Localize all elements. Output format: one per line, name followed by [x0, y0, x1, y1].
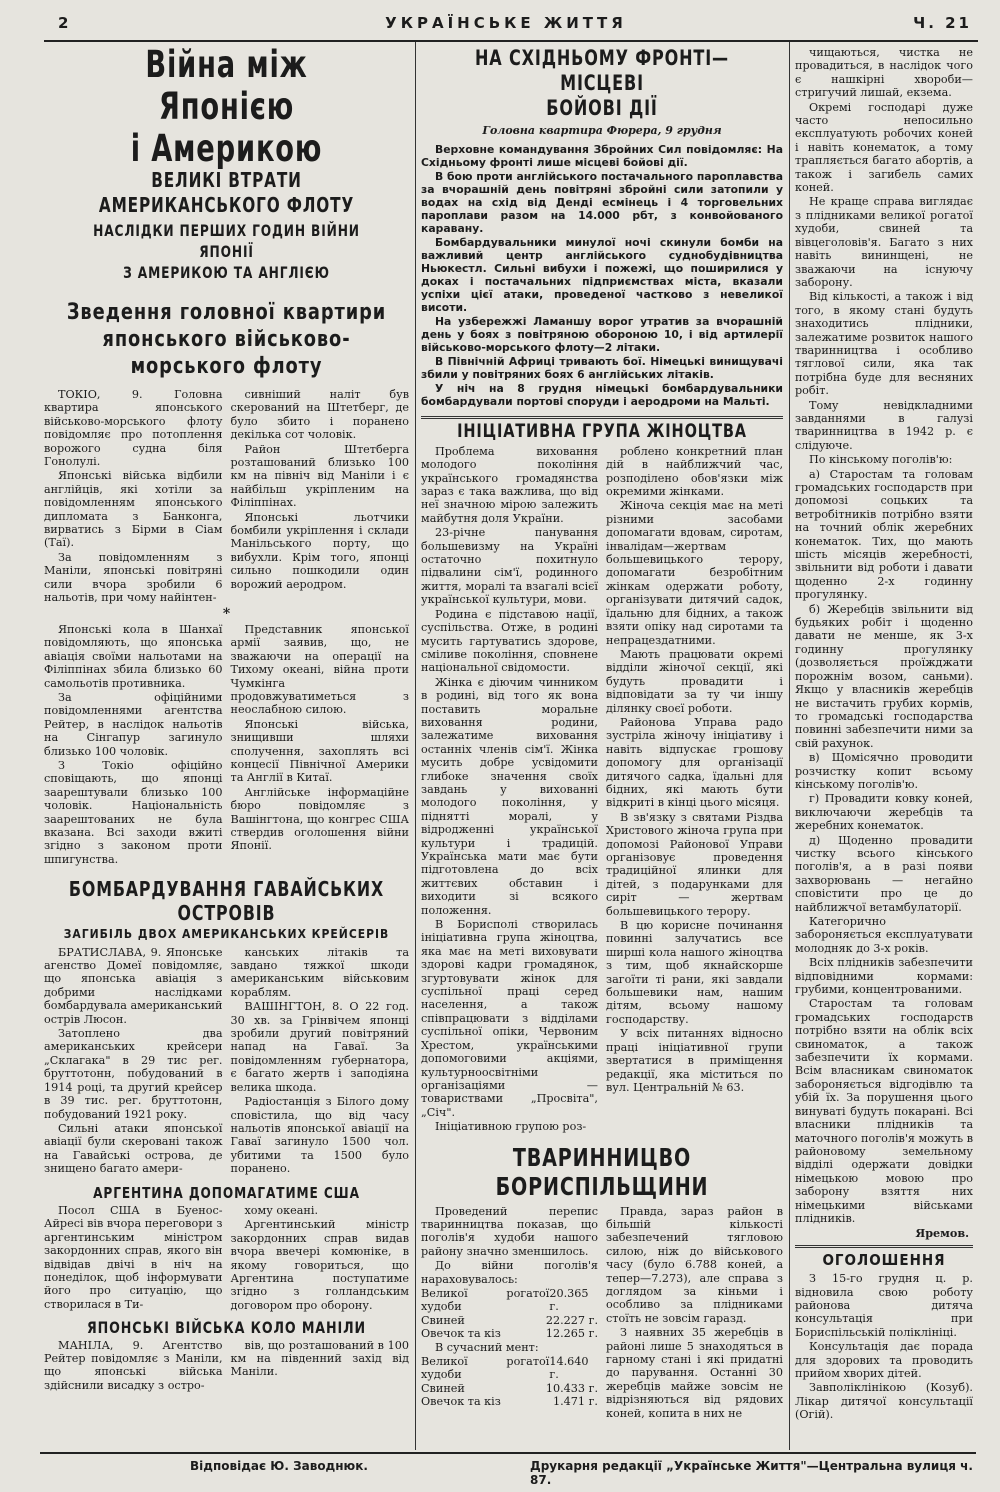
hawaii-title — [66, 877, 387, 925]
paragraph: Окремі господарі дуже часто непосильно експлуатують робочих коней і навіть конематок, а тому трапляється багато абортів, а також і загибель самих коней. — [795, 100, 973, 195]
row-label: Свиней — [421, 1313, 465, 1327]
issue-number: Ч. 21 — [913, 14, 972, 32]
paragraph: Старостам та головам громадських господарств потрібно взяти на облік всіх свиноматок, а також забезпечити їх кормами. Всім власникам свиноматок забороняється відгодівлю та убій їх. За порушення цього винуваті будуть покарані. Всі власники плідників та маточного поголів'я можуть в районовому земельному відділі одержати довідки німецькою мовою про заборону взяття них німецькими військами плідників. — [795, 997, 973, 1225]
section-rule — [421, 416, 783, 419]
column-1 — [44, 44, 409, 1449]
argentina-title: АРГЕНТИНА ДОПОМАГАТИМЕ США — [93, 1183, 360, 1202]
paragraph: Від кількості, а також і від того, в якому стані будуть знаходитись плідники, залежатиме розвиток нашого тваринництва і особливо тяглової сили, яка так потрібна буде для весняних робіт. — [795, 290, 973, 398]
title-line: ТВАРИННИЦВО — [512, 1142, 692, 1172]
cattle-before-table — [421, 1287, 598, 1341]
subhead-line: НАСЛІДКИ ПЕРШИХ ГОДИН ВІЙНИ ЯПОНІЇ — [93, 221, 360, 261]
row-value: 14.640 г. — [549, 1355, 589, 1382]
paragraph: Не краще справа виглядає з плідниками великої рогатої худоби, свиней та вівцеголовів'я. Багато з них навіть вининщені, не зважаючи на існуючу заборону. — [795, 195, 973, 289]
subcol-left — [421, 445, 598, 1135]
title-line: ОСТРОВІВ — [177, 901, 276, 926]
paragraph: Мають працювати окремі відділи жіночої секції, які будуть провадити і відповідати за ту чи іншу ділянку своєї роботи. — [606, 647, 783, 715]
paragraph: За повідомленням з Маніли, японські повітряні сили вчора зробили 6 нальотів, при чому найінтен- — [44, 550, 223, 605]
row-label: Овечок та кіз — [421, 1395, 501, 1409]
page-number: 2 — [58, 14, 72, 32]
subcol-right — [231, 946, 410, 1177]
title-line: БОМБАРДУВАННЯ ГАВАЙСЬКИХ — [68, 877, 385, 902]
subcol-right — [231, 388, 410, 606]
paragraph: Консультація дає порада для здорових та проводить прийом хворих дітей. — [795, 1340, 973, 1380]
paragraph: Англійське інформаційне бюро повідомляє з Вашінгтона, що конгрес США ствердив оголошення війни Японії. — [230, 785, 409, 853]
argentina-body — [44, 1204, 409, 1313]
subcol-left — [421, 1205, 598, 1422]
printer-credit: Друкарня редакції „Українське Життя"—Центральна вулиця ч. 87. — [530, 1459, 973, 1487]
paragraph: Японські війська, знищивши шляхи сполучення, захоплять всі концесії Північної Америки та Англії в Китаї. — [230, 717, 409, 785]
paragraph: Японські кола в Шанхаї повідомляють, що японська авіація своїми нальотами на Філіппінах збила близько 60 самольотів противника. — [44, 622, 223, 690]
paragraph: До війни поголів'я нараховувалось: — [421, 1259, 598, 1286]
paragraph: Проблема виховання молодого покоління українського громадянства зараз є така важлива, що від неї значною мірою залежить майбутня доля України. — [421, 444, 598, 525]
ads-title: ОГОЛОШЕННЯ — [822, 1250, 946, 1269]
table-row — [421, 1395, 598, 1408]
row-value: 22.227 г. — [545, 1313, 598, 1327]
headline-line: і Америкою — [130, 127, 323, 170]
paragraph: Завполіклінікою (Козуб). Лікар дитячої консультації (Огій). — [795, 1381, 973, 1422]
row-label: Овечок та кіз — [421, 1327, 501, 1341]
paragraph: Японські війська відбили англійців, які хотіли за повідомленням японського дипломата з Банконга, вирватись з Бірми в Сіам (Таї). — [44, 469, 223, 550]
report-title — [62, 299, 391, 380]
table-row — [421, 1327, 598, 1340]
paragraph: Посол США в Буенос-Айресі вів вчора переговори з аргентинським міністром закордонних справ, якого він відвідав двічі в ніч на понеділок, щоб інформувати його про ситуацію, що створилася в Ти- — [44, 1203, 223, 1311]
paragraph: Ініціативною групою роз- — [435, 1120, 587, 1134]
front-title — [448, 46, 756, 121]
page-footer — [40, 1452, 976, 1487]
subcol-left — [44, 1339, 223, 1394]
signature: Яремов. — [915, 1226, 969, 1241]
subcol-left — [44, 1204, 223, 1313]
paragraph: Сильні атаки японської авіації були скеровані також на Гавайські острова, де знищено багато амери- — [44, 1121, 223, 1176]
paragraph: З наявних 35 жеребців в районі лише 5 знаходяться в гарному стані і які придатні до парування. Останні 30 жеребців майже зовсім не відрізняються від рядових коней, копита в них не — [606, 1326, 783, 1420]
main-headline — [77, 44, 376, 170]
paragraph: На узбережжі Ламаншу ворог утратив за вчорашній день у боях з повітряною обороною 10, і від артилерії військово-морського флоту—2 літаки. — [421, 315, 783, 355]
page-header — [40, 14, 972, 36]
paragraph: Правда, зараз район в більшій кількості забезпечений тягловою силою, ніж до військового часу (було 6.788 коней, а тепер—7.273), але справа з доглядом за кіньми і особливо за плідниками стоїть не зовсім гаразд. — [606, 1204, 783, 1325]
paragraph: З 15-го грудня ц. р. відновила свою роботу районова дитяча консультація при Бориспільській поліклініці. — [795, 1272, 973, 1339]
report-body — [44, 388, 409, 606]
manila-body — [44, 1339, 409, 1394]
row-value: 10.433 г. — [545, 1381, 598, 1395]
title-line: НА СХІДНЬОМУ ФРОНТІ—МІСЦЕВІ — [475, 46, 729, 95]
paragraph: 23-річне панування большевизму на Україні остаточно похитнуло підвалини сім'ї, родинного життя, моралі та взагалі всієї української культури, мови. — [421, 526, 598, 607]
paragraph: Представник японської армії заявив, що, не зважаючи на операції на Тихому океані, війна проти Чумкінга продовжуватиметься з неослабною силою. — [230, 622, 409, 717]
cattle-body — [421, 1205, 783, 1422]
paragraph: г) Провадити ковку коней, виключаючи жеребців та жеребних конематок. — [795, 792, 973, 833]
paragraph: У ніч на 8 грудня німецькі бомбардувальники бомбардували портові споруди і аеродроми на Мальті. — [421, 382, 783, 409]
title-line: БОЙОВІ ДІЇ — [546, 96, 658, 120]
paragraph: В Борисполі створилась ініціативна група жіноцтва, яка має на меті виховувати здорові кадри громадянок, згуртовувати жінок для суспільної праці серед населення, а також співпрацювати з відділами суспільної опіки, Червоним Хрестом, українськими допомоговими акціями, культурноосвітніми організаціями — товариствами „Просвіта", „Січ". — [421, 918, 598, 1119]
paragraph: В сучасний мент: — [435, 1340, 539, 1354]
paragraph: В бою проти англійського постачального пароплавства за вчорашній день повітряні збройні сили затопили у водах на схід від Денді есмінець і 4 торговельних пароплави разом на 14.000 рбт, з конвойованого каравану. — [421, 170, 783, 236]
header-rule — [44, 40, 978, 42]
manila-title: ЯПОНСЬКІ ВІЙСЬКА КОЛО МАНІЛИ — [87, 1318, 366, 1338]
front-body — [421, 143, 783, 408]
women-body — [421, 445, 783, 1135]
paragraph: Тому невідкладними завданнями в галузі тваринництва в 1942 р. є слідуюче. — [795, 398, 973, 452]
report-title-line: Зведення головної квартири — [66, 300, 387, 325]
subcol-right — [231, 1339, 410, 1394]
women-title: ІНІЦІАТИВНА ГРУПА ЖІНОЦТВА — [457, 420, 747, 443]
hawaii-body — [44, 946, 409, 1177]
subhead-line: З АМЕРИКОЮ ТА АНГЛІЄЮ — [123, 263, 330, 282]
table-row — [421, 1382, 598, 1395]
paragraph: а) Старостам та головам громадських господарств при допомозі соцьких та ветробітників потрібно взяти на точний облік жеребних конематок. Тих, що мають шість місяців жеребності, звільнити від роботи і давати щоденно 2-х годинну прогулянку. — [795, 467, 973, 602]
subhead-line: ВЕЛИКІ ВТРАТИ — [151, 168, 302, 192]
separator: * — [222, 605, 231, 622]
subcol-left — [44, 623, 223, 867]
paragraph: БРАТИСЛАВА, 9. Японське агенство Домеї повідомляє, що японська авіація з добрими наслідками бомбардувала американський острів Люсон. — [44, 945, 223, 1026]
report-body-2 — [44, 623, 409, 867]
subcol-right — [231, 623, 410, 867]
column-3 — [795, 46, 973, 1449]
hawaii-subtitle: ЗАГИБІЛЬ ДВОХ АМЕРИКАНСЬКИХ КРЕЙСЕРІВ — [63, 927, 390, 942]
paragraph: Категорично забороняється експлуатувати молодняк до 3-х років. — [795, 915, 973, 955]
paragraph: б) Жеребців звільнити від будьяких робіт і щоденно давати не менше, як 3-х годинну прогулянку (дозволяється проїжджати порожнім возом, саньми). Якщо у власників жеребців не вистачить грубих кормів, то громадські господарства повинні забезпечити ними за свій рахунок. — [795, 602, 973, 750]
cattle-now-table — [421, 1355, 598, 1409]
paragraph: в) Щомісячно проводити розчистку копит всьому кінському поголів'ю. — [795, 751, 973, 791]
column-rule — [789, 42, 790, 1450]
paragraph: Бомбардувальники минулої ночі скинули бомби на важливий центр англійського суднобудівництва Ньюкестл. Сильні вибухи і пожежі, що поширилися у доках і постачальних підприємствах міста, вказали успіхи цієї атаки, проведеної частково з невеликої висоти. — [421, 236, 783, 315]
paragraph: В цю корисне починання повинні залучатись все ширші кола нашого жіноцтва з тим, щоб якнайскорше загоїти ті рани, які завдали большевики нам, нашим дітям, всьому нашому господарству. — [606, 919, 783, 1026]
paragraph: Родина є підставою нації, суспільства. Отже, в родині мусить гартуватись здорове, сміливе покоління, сповнене національної свідомости. — [421, 607, 598, 675]
paragraph: Затоплено два американських крейсери „Склагака" в 29 тис рег. бруттотонн, побудований в 1914 році, та другий крейсер в 39 тис. рег. бруттотонн, побудований 1921 року. — [44, 1027, 223, 1121]
paragraph: У всіх питаннях відносно праці ініціативної групи звертатися в приміщення редакції, яка міститься по вул. Центральній № 63. — [606, 1027, 783, 1094]
subcol-right — [606, 1205, 783, 1422]
subheadline — [71, 168, 381, 218]
subcol-right — [606, 445, 783, 1135]
paragraph: З Токіо офіційно сповіщають, що японці заарештували близько 100 чоловік. Національність заарештованих не була вказана. Всі заходи вжиті згідно з законом проти шпигунства. — [44, 758, 223, 866]
paragraph: Аргентинський міністр закордонних справ видав вчора ввечері комюніке, в якому говориться, що Аргентина поступатиме згідно з голландським договором про оборону. — [230, 1218, 409, 1312]
paragraph: роблено конкретний план дій в найближчий час, розподілено обов'язки між окремими жінками. — [606, 444, 783, 499]
section-rule — [795, 1245, 973, 1248]
paragraph: хому океані. — [244, 1203, 318, 1217]
paragraph: Радіостанція з Білого дому сповістила, що від часу нальотів японської авіації на Гаваї загинуло 1500 чол. убитими та 1500 було поранено. — [230, 1095, 409, 1176]
paragraph: ТОКІО, 9. Головна квартира японського військово-морського флоту повідомляє про потоплення ворожого судна біля Гонолулі. — [44, 388, 223, 469]
paragraph: Верховне командування Збройних Сил повідомляє: На Східньому фронті лише місцеві бойові дії. — [421, 143, 783, 170]
paragraph: По кінському поголів'ю: — [809, 453, 953, 467]
paragraph: За офіційними повідомленнями агентства Рейтер, в наслідок нальотів на Сінгапур загинуло близько 100 чоловік. — [44, 690, 223, 758]
subhead-line: АМЕРИКАНСЬКОГО ФЛОТУ — [98, 193, 355, 217]
row-label: Свиней — [421, 1381, 465, 1395]
paragraph: Жінка є діючим чинником в родині, від того як вона поставить моральне виховання родини, залежатиме виховання останніх членів сім'ї. Жінка мусить добре усвідомити глибоке значення своїх завдань у вихованні молодого покоління, у піднятті моралі, у відродженні української культури і традицій. Українська мати має бути підготовлена до всіх життєвих обставин і виходити зі всякого положення. — [421, 675, 598, 917]
column-rule — [415, 42, 416, 1450]
paragraph: Жіноча секція має на меті різними засобами допомагати вдовам, сиротам, інвалідам—жертвам большевицького терору, допомагати безробітним жінкам одержати роботу, організувати дитячий садок, їдальню для бідних, а також взяти опіку над сиротами та непрацездатними. — [606, 499, 783, 647]
row-label: Великої рогатої худоби — [421, 1286, 550, 1314]
row-value: 12.265 г. — [545, 1327, 598, 1341]
paragraph: вів, що розташований в 100 км на південний захід від Маніли. — [230, 1338, 409, 1379]
paragraph: сивніший наліт був скерований на Штетберг, де було збито і поранено декілька сот чоловік. — [230, 388, 409, 442]
paragraph: д) Щоденно провадити чистку всього кінського поголів'я, а в разі появи захворювань — негайно сповістити про це до найближчої ветамбулаторії. — [795, 833, 973, 914]
dateline: Головна квартира Фюрера, 9 грудня — [482, 124, 722, 137]
table-row — [421, 1355, 598, 1382]
report-title-line: морського флоту — [130, 354, 323, 379]
title-line: БОРИСПІЛЬЩИНИ — [495, 1171, 709, 1201]
table-row — [421, 1314, 598, 1327]
subheadline-2 — [71, 220, 381, 283]
subcol-right — [231, 1204, 410, 1313]
report-title-line: японського військово- — [102, 327, 351, 352]
paragraph: Проведений перепис тваринництва показав, що поголів'я худоби нашого району значно зменшилось. — [421, 1204, 598, 1258]
newspaper-title: УКРАЇНСЬКЕ ЖИТТЯ — [385, 14, 627, 32]
paragraph: Район Штетберга розташований близько 100 км на північ від Маніли і є найбільш укріпленим на Філіппінах. — [230, 442, 409, 510]
paragraph: В зв'язку з святами Різдва Христового жіноча група при допомозі Районової Управи організовує проведення традиційної ялинки для дітей, з подарунками для сиріт — жертвам большевицького терору. — [606, 810, 783, 918]
column-2 — [421, 46, 783, 1449]
paragraph: ВАШІНГТОН, 8. О 22 год. 30 хв. за Грінвічем японці зробили другий повітряний напад на Гаваї. За повідомленням губернатора, є багато жертв і заподіяна велика шкода. — [230, 1000, 409, 1094]
cattle-title — [448, 1143, 756, 1201]
row-value: 20.365 г. — [549, 1286, 589, 1314]
paragraph: В Північній Африці тривають бої. Німецькі винищувачі збили у повітряних боях 6 англійських літаків. — [421, 355, 783, 382]
paragraph: МАНІЛА, 9. Агентство Рейтер повідомляє з Маніли, що японські війська здійснили висадку з остро- — [44, 1338, 223, 1392]
table-row — [421, 1287, 598, 1314]
headline-line: Війна між Японією — [145, 44, 308, 128]
row-label: Великої рогатої худоби — [421, 1355, 550, 1382]
paragraph: канських літаків та завдано тяжкої шкоди американським військовим кораблям. — [230, 945, 409, 999]
subcol-left — [44, 946, 223, 1177]
paragraph: Всіх плідників забезпечити відповідними кормами: грубими, концентрованими. — [795, 956, 973, 997]
subcol-left — [44, 388, 223, 606]
paragraph: Японські льотчики бомбили укріплення і склади Манільського порту, що вибухли. Крім того, японці сильно пошкодили один ворожий аеродром. — [230, 510, 409, 591]
row-value: 1.471 г. — [552, 1395, 598, 1409]
editor-credit: Відповідає Ю. Заводнюк. — [190, 1459, 368, 1473]
paragraph: чищаються, чистка не провадиться, в наслідок чого є нашкірні хвороби—стригучий лишай, екзема. — [795, 46, 973, 100]
paragraph: Районова Управа радо зустріла жіночу ініціативу і навіть відпускає грошову допомогу для організації дитячого садка, їдальні для бідних, які мають бути відкриті в кінці цього місяця. — [606, 715, 783, 810]
